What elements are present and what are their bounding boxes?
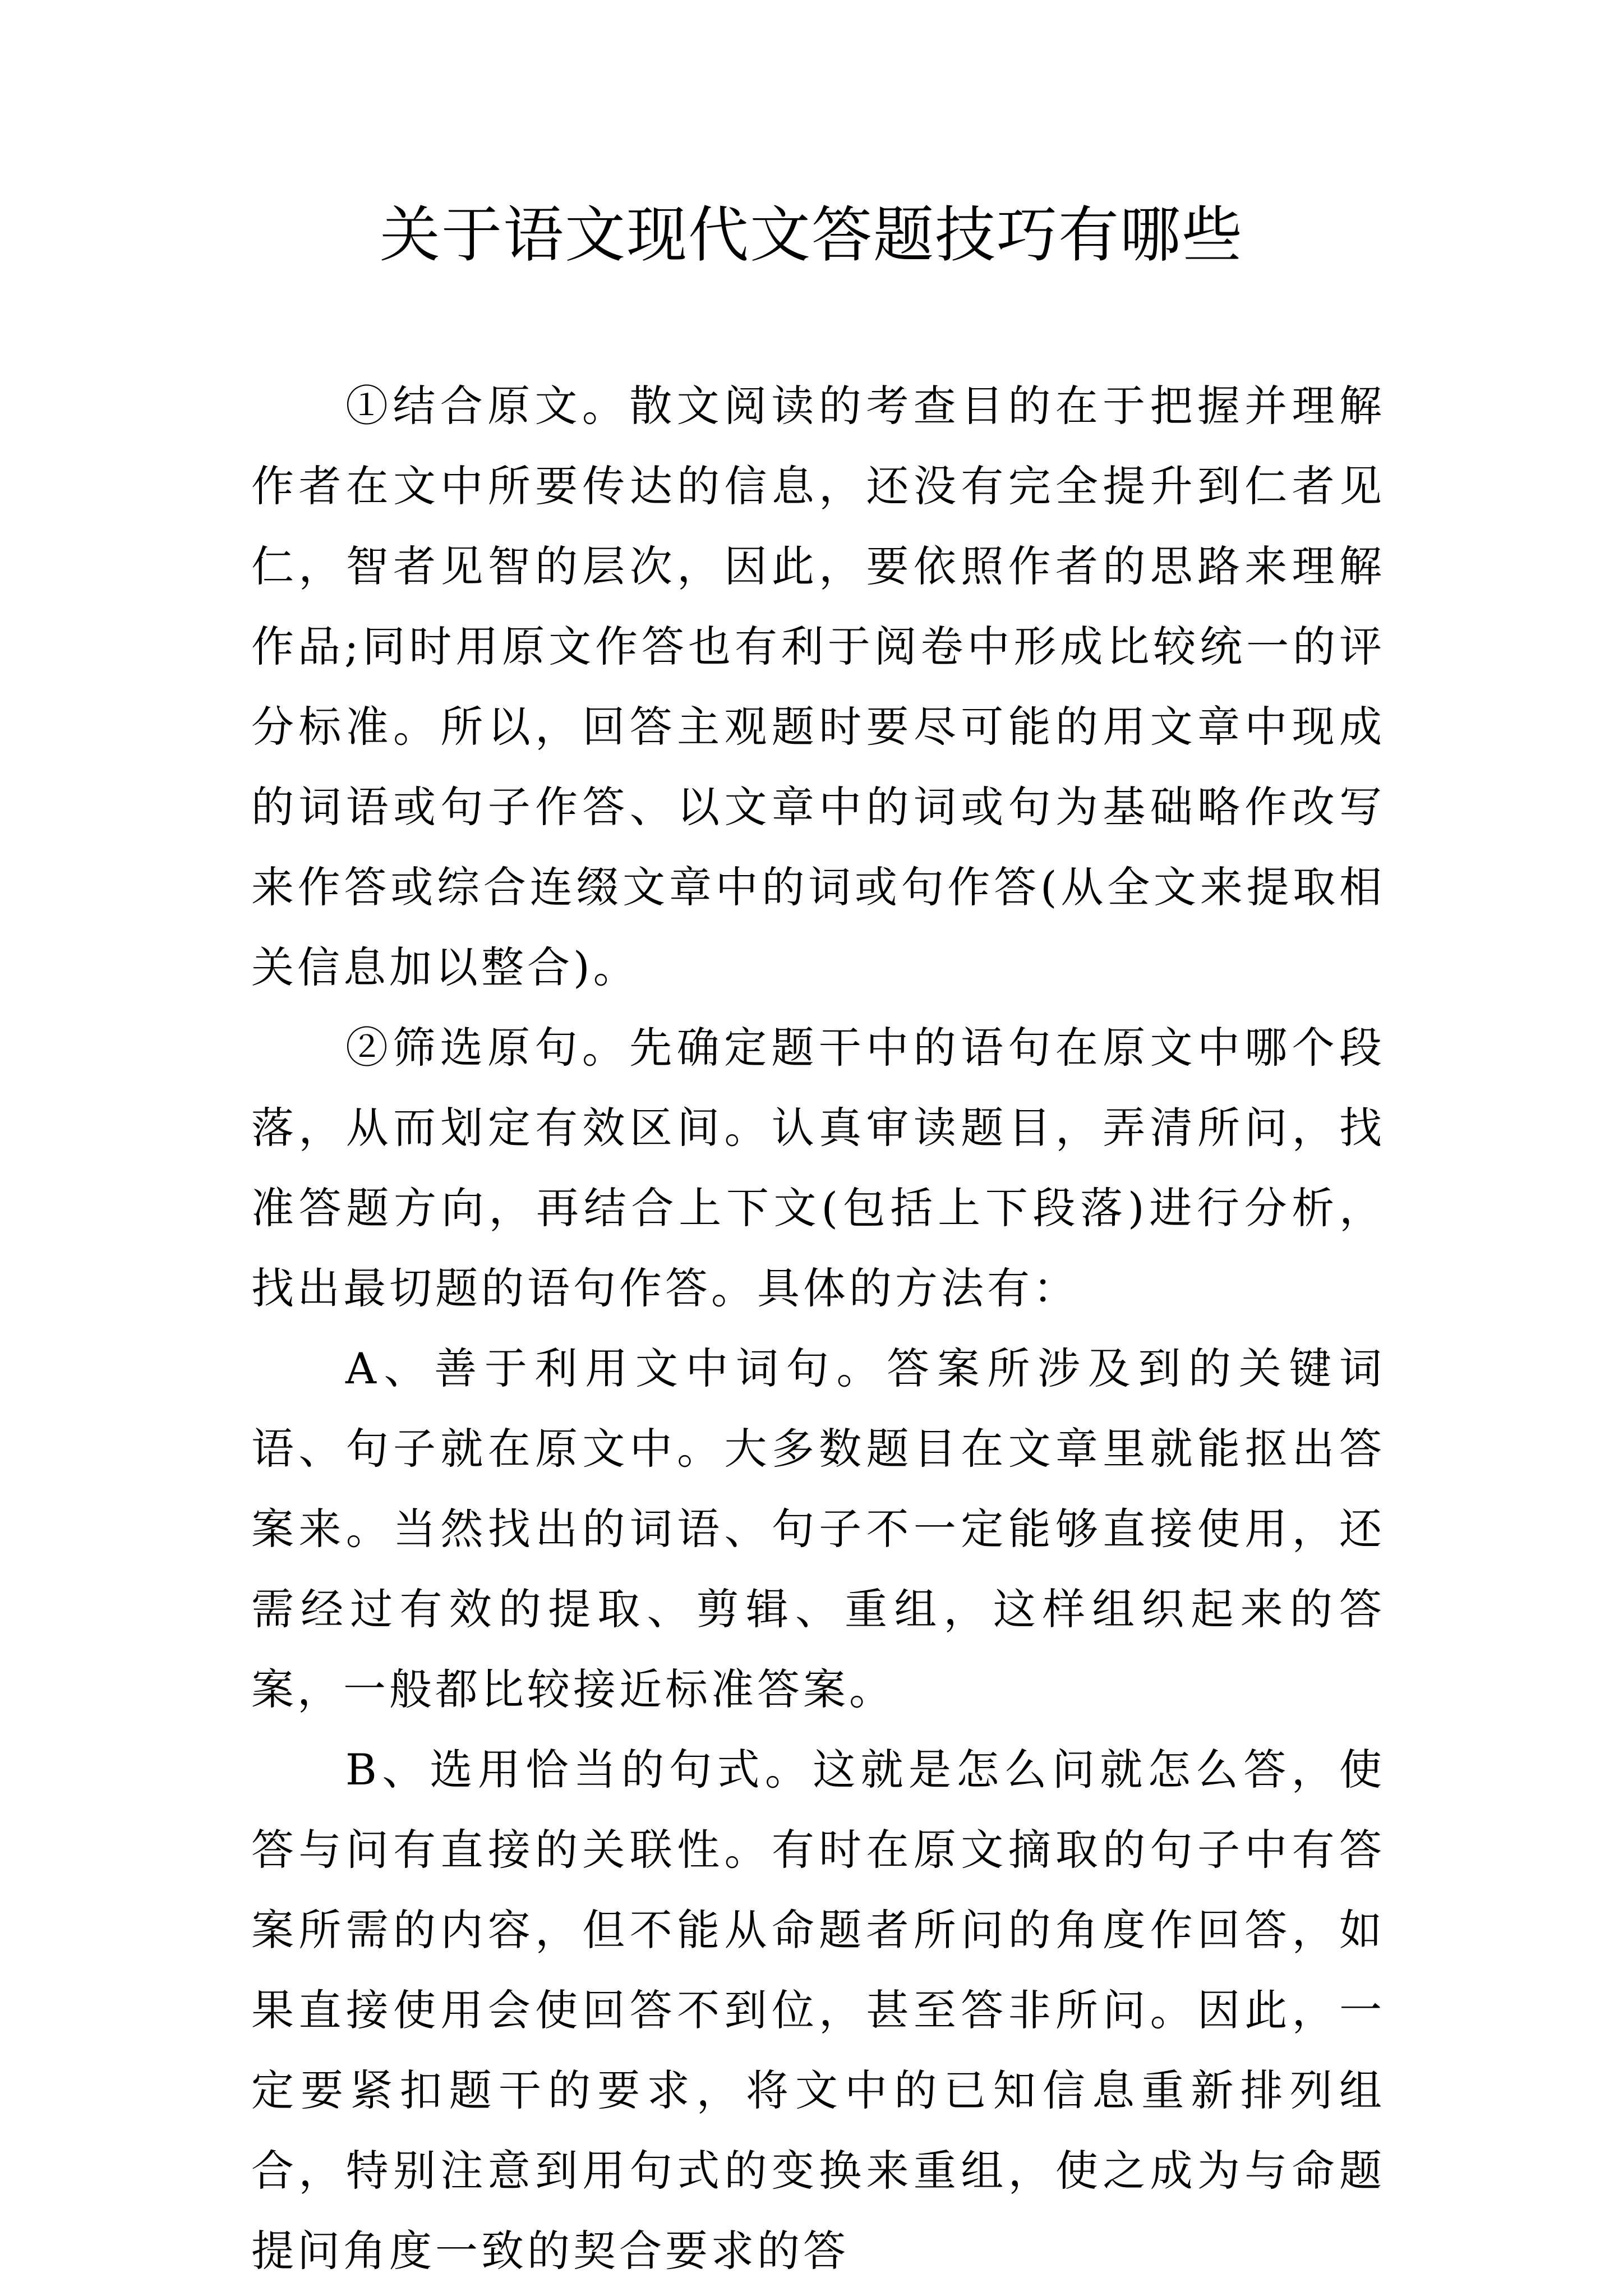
document-body	[251, 366, 1385, 2291]
paragraph-1: ①结合原文。散文阅读的考查目的在于把握并理解作者在文中所要传达的信息，还没有完全提升到仁者见仁，智者见智的层次，因此，要依照作者的思路来理解作品;同时用原文作答也有利于阅卷中形成比较统一的评分标准。所以，回答主观题时要尽可能的用文章中现成的词语或句子作答、以文章中的词或句为基础略作改写来作答或综合连缀文章中的词或句作答(从全文来提取相关信息加以整合)。	[251, 381, 1385, 992]
paragraph-4: B、选用恰当的句式。这就是怎么问就怎么答，使答与问有直接的关联性。有时在原文摘取的句子中有答案所需的内容，但不能从命题者所问的角度作回答，如果直接使用会使回答不到位，甚至答非所问。因此，一定要紧扣题干的要求，将文中的已知信息重新排列组合，特别注意到用句式的变换来重组，使之成为与命题提问角度一致的契合要求的答	[251, 1745, 1385, 2276]
paragraph-2: ②筛选原句。先确定题干中的语句在原文中哪个段落，从而划定有效区间。认真审读题目，弄清所问，找准答题方向，再结合上下文(包括上下段落)进行分析，找出最切题的语句作答。具体的方法有：	[251, 1023, 1385, 1313]
paragraph-3: A、善于利用文中词句。答案所涉及到的关键词语、句子就在原文中。大多数题目在文章里就能抠出答案来。当然找出的词语、句子不一定能够直接使用，还需经过有效的提取、剪辑、重组，这样组织起来的答案，一般都比较接近标准答案。	[251, 1343, 1385, 1714]
document-title: 关于语文现代文答题技巧有哪些	[379, 200, 1243, 270]
